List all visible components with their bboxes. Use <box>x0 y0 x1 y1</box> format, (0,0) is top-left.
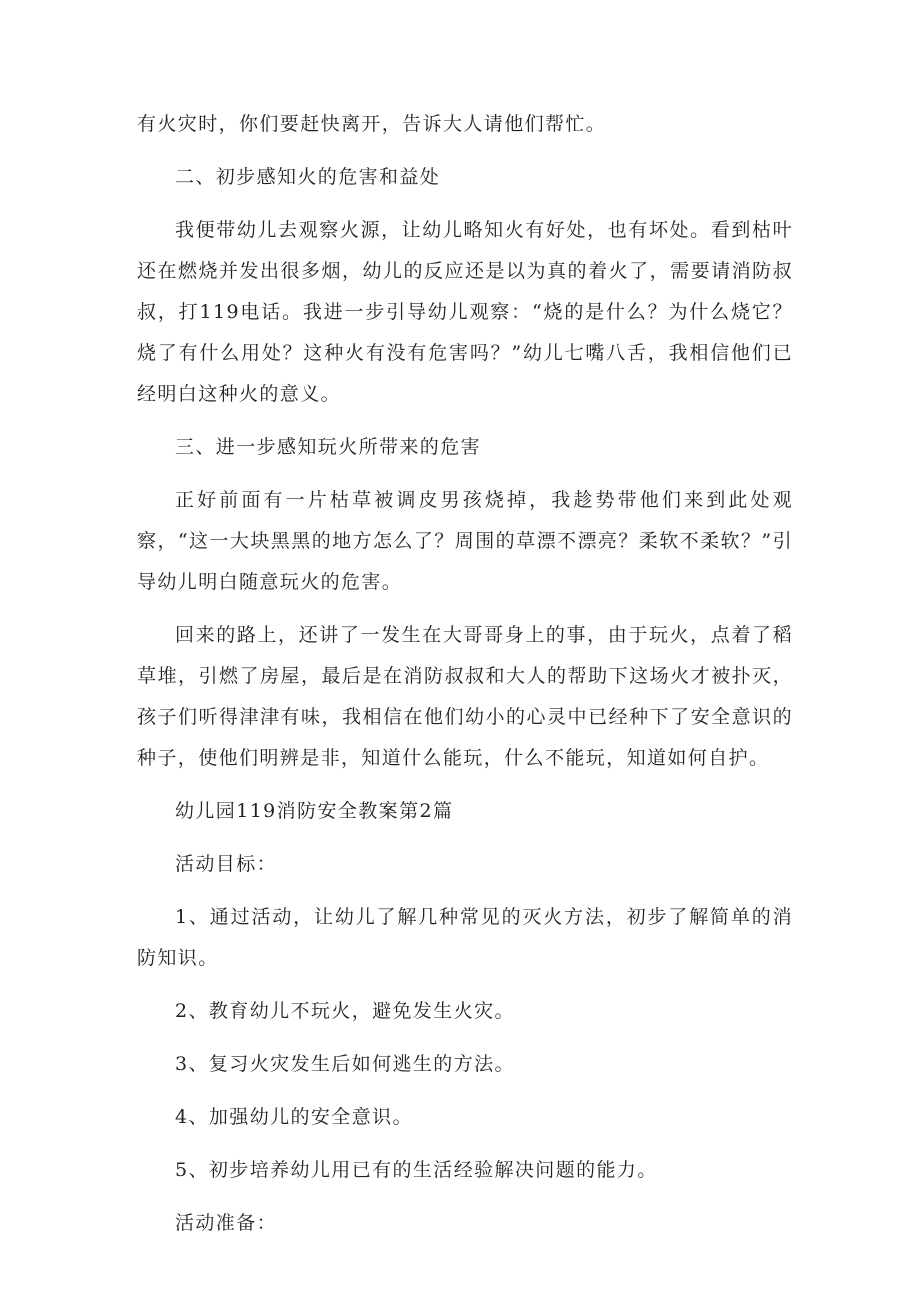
paragraph-continuation: 有火灾时，你们要赶快离开，告诉大人请他们帮忙。 <box>137 113 607 135</box>
paragraph-burnt-grass: 正好前面有一片枯草被调皮男孩烧掉，我趁势带他们来到此处观察，“这一大块黑黑的地方怎么了？周围的草漂不漂亮？柔软不柔软？”引导幼儿明白随意玩火的危害。 <box>137 489 793 593</box>
goal-item-4: 4、加强幼儿的安全意识。 <box>175 1106 413 1128</box>
paragraph-observe-fire: 我便带幼儿去观察火源，让幼儿略知火有好处，也有坏处。看到枯叶还在燃烧并发出很多烟，幼儿的反应还是以为真的着火了，需要请消防叔叔，打119电话。我进一步引导幼儿观察：“烧的是什么？为什么烧它？烧了有什么用处？这种火有没有危害吗？”幼儿七嘴八舌，我相信他们已经明白这种火的意义。 <box>137 219 793 405</box>
lesson-title: 幼儿园119消防安全教案第2篇 <box>175 800 454 822</box>
goal-item-2: 2、教育幼儿不玩火，避免发生火灾。 <box>175 1000 515 1022</box>
goals-heading: 活动目标： <box>175 853 278 875</box>
goal-item-3: 3、复习火灾发生后如何逃生的方法。 <box>175 1053 515 1075</box>
section-heading-3: 三、进一步感知玩火所带来的危害 <box>175 436 482 458</box>
paragraph-story: 回来的路上，还讲了一发生在大哥哥身上的事，由于玩火，点着了稻草堆，引燃了房屋，最后是在消防叔叔和大人的帮助下这场火才被扑灭，孩子们听得津津有味，我相信在他们幼小的心灵中已经种下了安全意识的种子，使他们明辨是非，知道什么能玩，什么不能玩，知道如何自护。 <box>137 624 793 769</box>
preparation-heading: 活动准备： <box>175 1212 278 1234</box>
goal-item-5: 5、初步培养幼儿用已有的生活经验解决问题的能力。 <box>175 1159 658 1181</box>
section-heading-2: 二、初步感知火的危害和益处 <box>175 166 441 188</box>
goal-item-1: 1、通过活动，让幼儿了解几种常见的灭火方法，初步了解简单的消防知识。 <box>137 906 793 969</box>
document-body <box>137 104 793 1244</box>
